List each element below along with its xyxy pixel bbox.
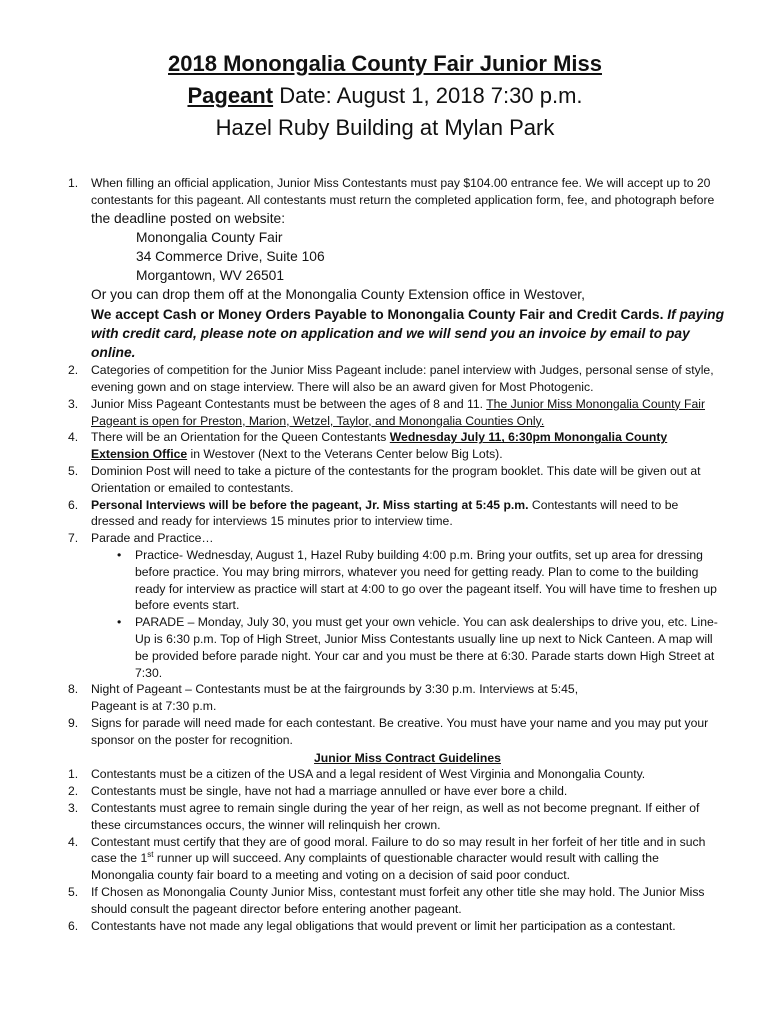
address-line: Monongalia County Fair [136,229,283,245]
bullet-item [91,614,724,681]
document-body [0,175,770,934]
item-text: Contestants must be a citizen of the USA and a legal resident of West Virginia and Monongalia County. [91,767,646,782]
address-line: 34 Commerce Drive, Suite 106 [136,249,325,264]
list-item [0,783,770,800]
item-number: 6. [68,918,79,933]
list-item [0,800,770,834]
item-text: Signs for parade will need made for each contestant. Be creative. You must have your name and you may put your sponsor on the poster for recognition. [91,715,709,747]
title-pageant-word: Pageant [187,83,274,108]
title-date: Date: August 1, 2018 7:30 p.m. [273,83,583,108]
item-text-rest: in Westover (Next to the Veterans Center below Big Lots). [187,447,503,462]
interview-time: Personal Interviews will be before the pageant, Jr. Miss starting at 5:45 p.m. [91,497,529,512]
item-text: Contestants must be single, have not had a marriage annulled or have ever bore a child. [91,784,568,799]
dropoff-text: Or you can drop them off at the Monongalia County Extension office in Westover, [91,287,585,303]
payment-bold-italic: If paying with credit card, please note on application and we will send you an invoice by email to pay online. [91,306,725,361]
mailing-address [91,228,724,286]
item-number: 9. [68,715,79,730]
item-text-rest: Contestants will need to be dressed and ready for interviews 15 minutes prior to interview time. [91,497,679,529]
list-item [0,766,770,783]
item-number: 7. [68,531,79,546]
rules-list [0,175,770,749]
bullet-text: Practice- Wednesday, August 1, Hazel Ruby building 4:00 p.m. Bring your outfits, set up area for dressing before practice. You may bring mirrors, whatever you need for getting ready. Plan to come to the building ready for interview as practice will start at 4:00 to go over the pageant itself. You will have time to freshen up before events start. [135,547,717,613]
list-item [0,681,770,715]
deadline-text: the deadline posted on website: [91,210,286,226]
contract-heading: Junior Miss Contract Guidelines [314,750,501,765]
item-number: 5. [68,464,79,478]
list-item [0,918,770,935]
parade-practice-bullets [91,547,724,681]
item-text: Contestants must agree to remain single during the year of her reign, as well as not become pregnant. If either of these circumstances occurs, the winner will relinquish her crown. [91,800,700,832]
item-text: Contestant must certify that they are of good moral. Failure to do so may result in her forfeit of her title and in such case the 1 [91,834,706,866]
item-number: 1. [68,176,79,190]
item-text: Categories of competition for the Junior Miss Pageant include: panel interview with Judges, personal sense of style, evening gown and on stage interview. There will also be an award given for Most Photogenic. [91,363,714,395]
item-number: 8. [68,682,79,697]
list-item [0,396,770,430]
orientation-date: Wednesday July 11, 6:30pm Monongalia County Extension Office [91,430,668,462]
item-number: 2. [68,784,79,799]
item-number: 3. [68,396,79,411]
bullet-item [91,547,724,614]
item-number: 2. [68,363,79,378]
list-item [0,530,770,681]
list-item [0,463,770,497]
title-location: Hazel Ruby Building at Mylan Park [215,115,555,140]
title-line-1: 2018 Monongalia County Fair Junior Miss [168,51,602,76]
item-text: Contestants have not made any legal obligations that would prevent or limit her participation as a contestant. [91,918,676,933]
item-number: 4. [68,834,79,849]
item-number: 5. [68,884,79,899]
bullet-icon: • [117,615,122,630]
item-number: 4. [68,430,79,445]
page-title [0,50,770,78]
payment-bold: We accept Cash or Money Orders Payable to Monongalia County Fair and Credit Cards. [91,306,668,322]
item-text: Pageant is at 7:30 p.m. [91,699,217,714]
list-item [0,429,770,463]
bullet-text: PARADE – Monday, July 30, you must get your own vehicle. You can ask dealerships to drive you, etc. Line-Up is 6:30 p.m. Top of High Street, Junior Miss Contestants usually line up next to Nick Canteen. A map will be provided before parade night. Your car and you must be there at 6:30. Parade starts down High Street at 7:30. [135,615,718,680]
contract-list [0,766,770,934]
ordinal-suffix: st [147,850,154,860]
item-text: Parade and Practice… [91,531,214,546]
address-line: Morgantown, WV 26501 [136,268,285,284]
bullet-icon: • [117,547,122,562]
item-number: 3. [68,800,79,815]
item-number: 6. [68,497,79,512]
list-item [0,362,770,396]
item-text: There will be an Orientation for the Queen Contestants [91,430,390,445]
list-item [0,884,770,918]
item-text-rest: runner up will succeed. Any complaints of questionable character would result with calling the Monongalia county fair board to a meeting and voting on a decision of said poor conduct. [91,851,659,883]
eligible-counties: The Junior Miss Monongalia County Fair Pageant is open for Preston, Marion, Wetzel, Taylor, and Monongalia Counties Only. [91,396,706,428]
list-item [0,175,770,362]
title-date-line [0,82,770,110]
item-text: Dominion Post will need to take a picture of the contestants for the program booklet. This date will be given out at Orientation or emailed to contestants. [91,464,701,495]
item-number: 1. [68,767,79,782]
item-text: Night of Pageant – Contestants must be at the fairgrounds by 3:30 p.m. Interviews at 5:45, [91,682,579,697]
list-item [0,834,770,884]
item-text: When filling an official application, Junior Miss Contestants must pay $104.00 entrance fee. We will accept up to 20 contestants for this pageant. All contestants must return the completed application form, fee, and photograph before [91,176,715,207]
list-item [0,715,770,749]
list-item [0,497,770,531]
item-text: Junior Miss Pageant Contestants must be between the ages of 8 and 11. [91,396,487,411]
payment-text [91,305,724,363]
item-text: If Chosen as Monongalia County Junior Miss, contestant must forfeit any other title she may hold. The Junior Miss should consult the pageant director before entering another pageant. [91,884,705,916]
